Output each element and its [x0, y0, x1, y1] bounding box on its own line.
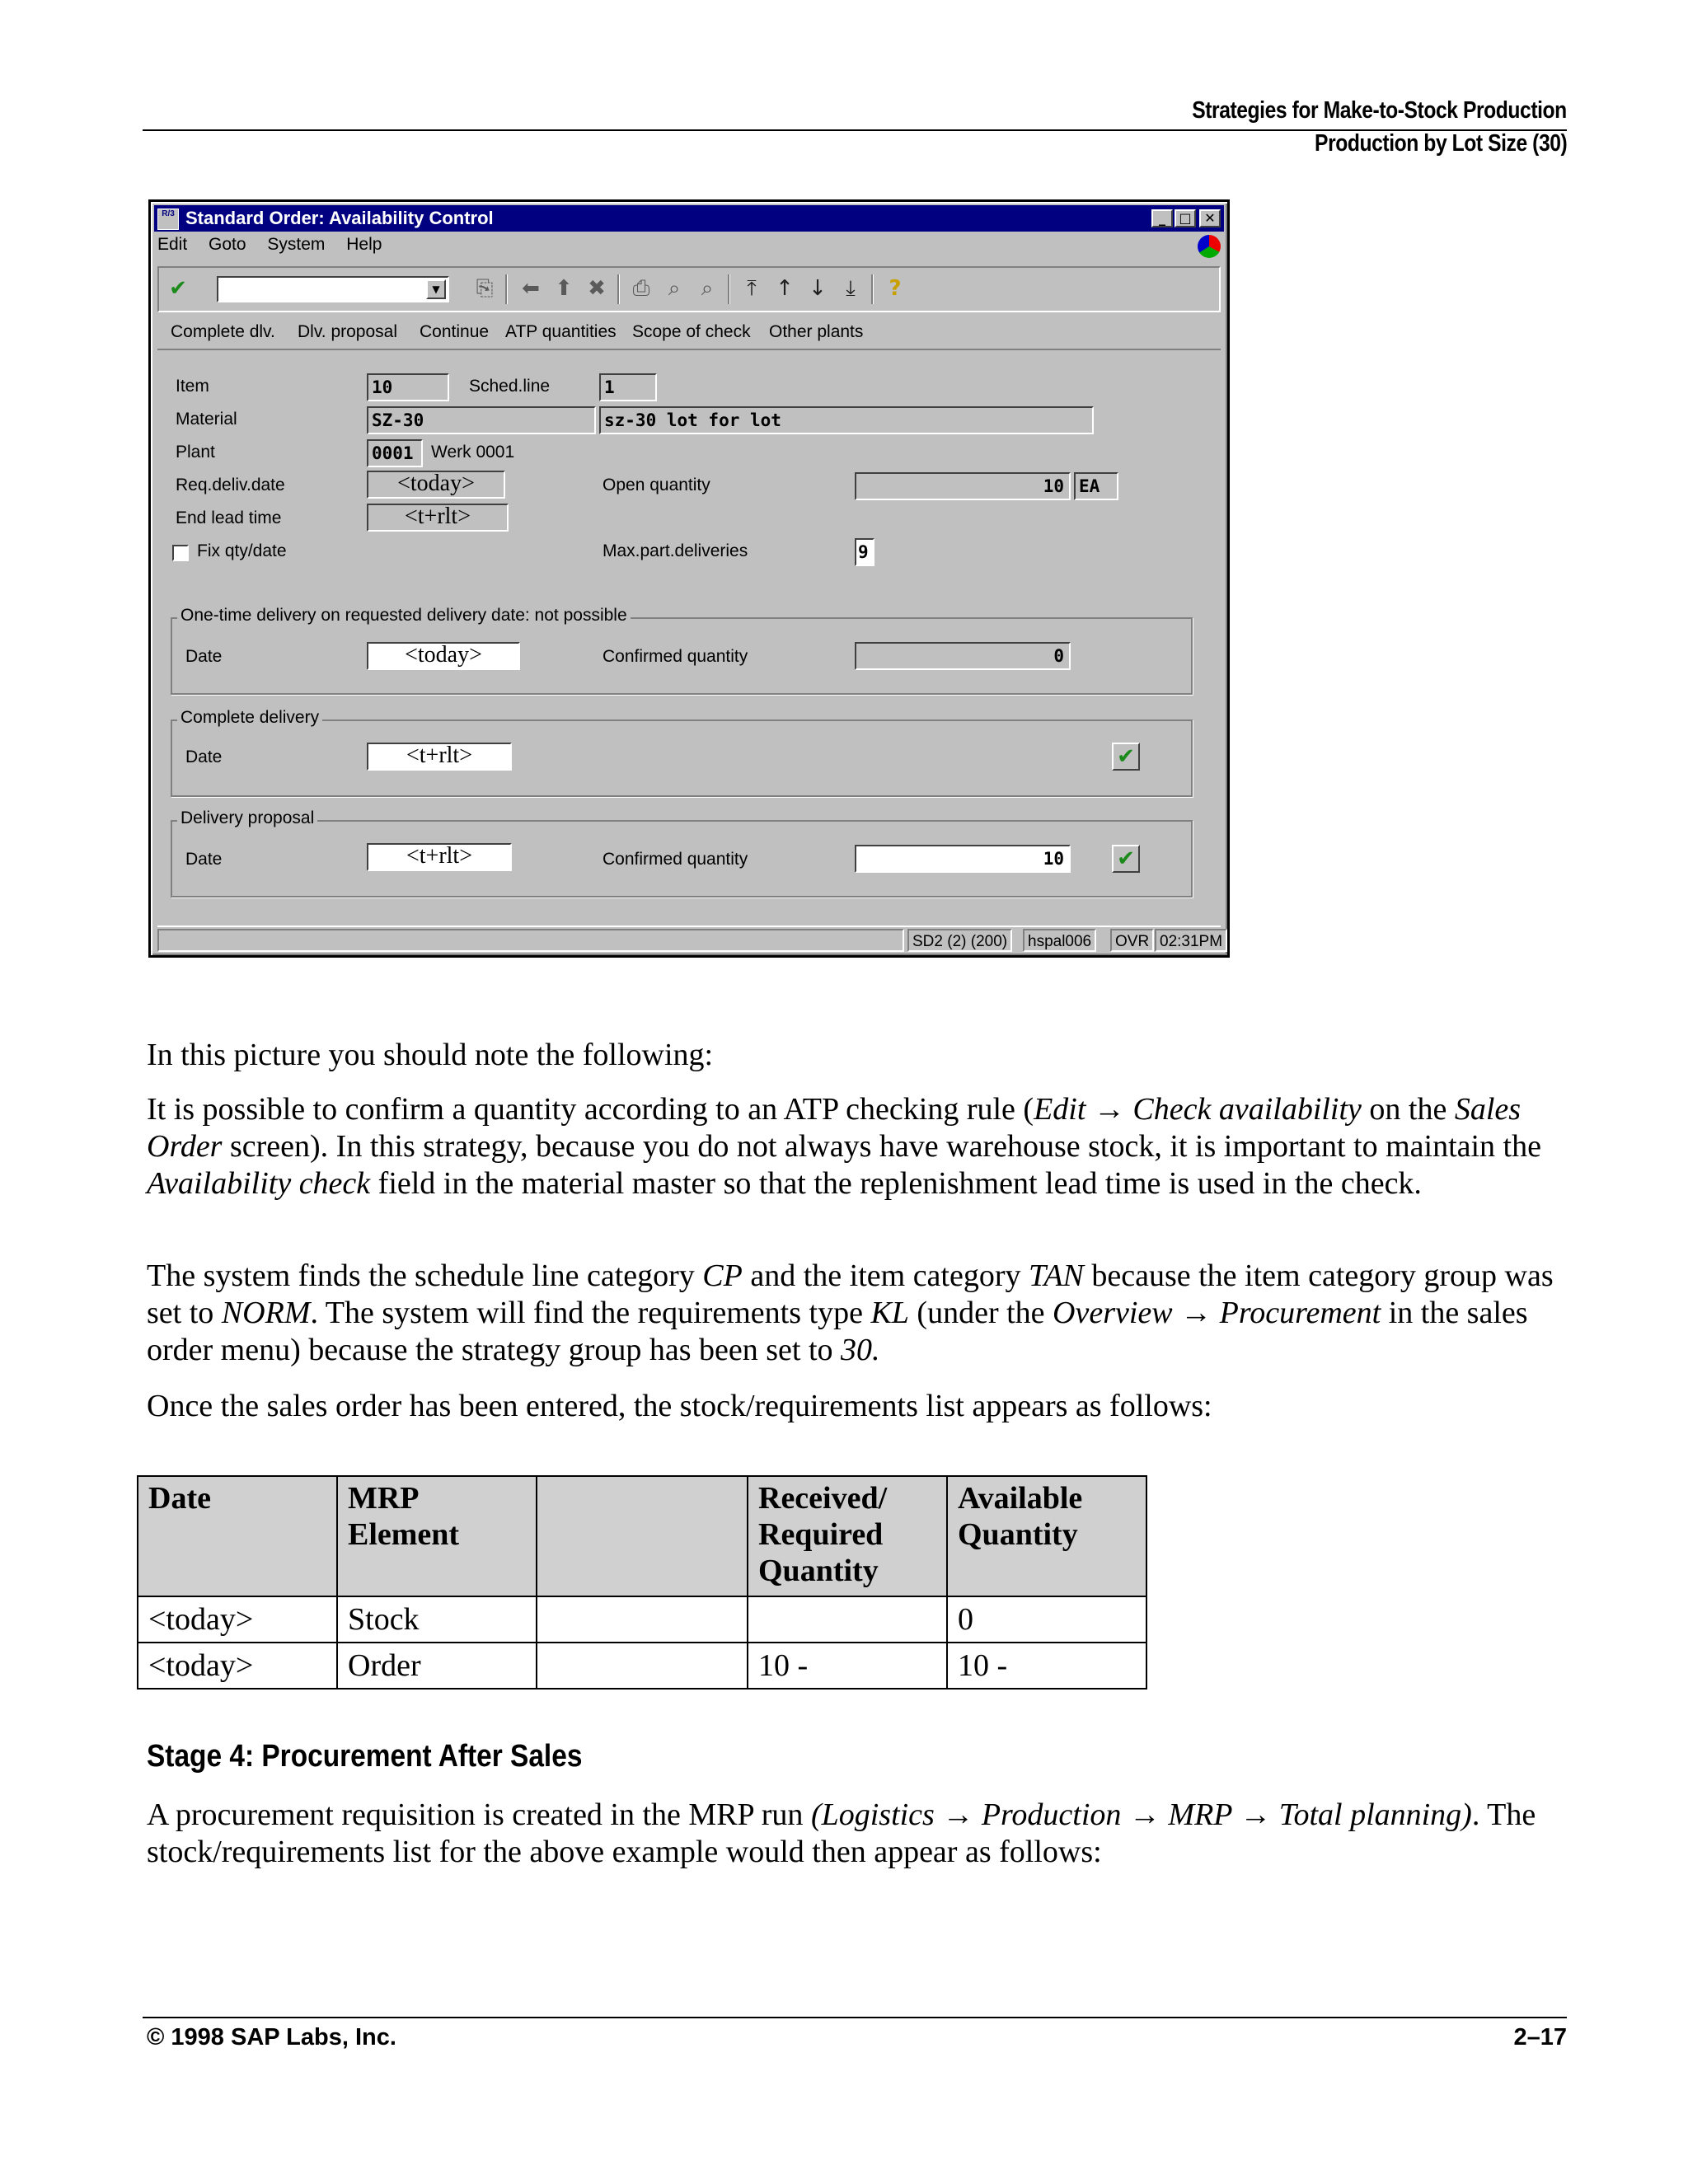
group-title: Complete delivery: [177, 708, 322, 728]
req-deliv-date-label: Req.deliv.date: [176, 476, 285, 494]
text-run: TAN: [1029, 1258, 1084, 1293]
other-plants-button[interactable]: Other plants: [769, 322, 864, 341]
complete-delivery-check-icon[interactable]: ✔: [1112, 743, 1140, 771]
atp-paragraph: [147, 1091, 1573, 1202]
text-run: Overview → Procurement: [1053, 1296, 1381, 1330]
table-header-row: [138, 1476, 1146, 1596]
text-run: screen). In this strategy, because you do not always have warehouse stock, it is important to maintain the: [222, 1129, 1541, 1164]
text-run: (under the: [908, 1296, 1053, 1330]
cell-date: <today>: [138, 1596, 337, 1643]
toolbar-separator: [728, 274, 730, 304]
text-run: CP: [702, 1258, 743, 1293]
stock-requirements-table: [137, 1475, 1147, 1690]
proposal-date-label: Date: [185, 850, 223, 869]
material-label: Material: [176, 410, 237, 429]
maximize-button[interactable]: □: [1175, 209, 1196, 227]
sap-status-icon: [1198, 235, 1221, 258]
continue-button[interactable]: Continue: [420, 322, 490, 341]
complete-dlv-button[interactable]: Complete dlv.: [171, 322, 275, 341]
stock-list-intro: Once the sales order has been entered, the stock/requirements list appears as follows:: [147, 1389, 1212, 1423]
standard-toolbar: [157, 266, 1221, 312]
text-run: A procurement requisition is created in the MRP run: [147, 1797, 811, 1832]
footer-rule: [143, 2017, 1567, 2018]
cell-blank: [537, 1596, 748, 1643]
text-run: on the: [1361, 1092, 1455, 1127]
status-message-area: [157, 929, 904, 952]
status-host: hspal006: [1023, 929, 1096, 952]
page-number: 2–17: [1513, 2024, 1567, 2050]
status-mode: OVR: [1110, 929, 1154, 952]
exit-icon[interactable]: ⬆: [555, 276, 573, 301]
scope-of-check-button[interactable]: Scope of check: [632, 322, 751, 341]
text-run: . The system will find the requirements type: [310, 1296, 871, 1330]
close-button[interactable]: ✕: [1199, 209, 1221, 227]
text-run: 30.: [841, 1333, 880, 1367]
material-field[interactable]: SZ-30: [367, 406, 596, 434]
status-bar: [157, 926, 1221, 954]
text-run: It is possible to confirm a quantity according to an ATP checking rule (: [147, 1092, 1034, 1127]
req-deliv-date-field[interactable]: <today>: [367, 471, 505, 499]
find-next-icon[interactable]: ⌕: [701, 276, 714, 301]
end-lead-time-label: End lead time: [176, 509, 282, 527]
fix-qty-date-label: Fix qty/date: [197, 541, 287, 560]
toolbar-separator: [871, 274, 874, 304]
end-lead-time-field[interactable]: <t+rlt>: [367, 504, 509, 532]
col-available: Available Quantity: [947, 1476, 1146, 1596]
window-title: Standard Order: Availability Control: [185, 208, 494, 228]
group-title: One-time delivery on requested delivery date: not possible: [177, 606, 631, 626]
complete-date-field[interactable]: <t+rlt>: [367, 743, 512, 771]
cell-blank: [537, 1643, 748, 1689]
complete-date-label: Date: [185, 748, 223, 766]
text-run: KL: [870, 1296, 909, 1330]
one-time-date-label: Date: [185, 647, 223, 666]
plant-name: Werk 0001: [431, 443, 515, 462]
proposal-date-field[interactable]: <t+rlt>: [367, 843, 512, 871]
group-title: Delivery proposal: [177, 808, 317, 828]
fix-qty-date-checkbox[interactable]: [172, 545, 189, 561]
text-run: The system finds the schedule line category: [147, 1258, 703, 1293]
cell-date: <today>: [138, 1643, 337, 1689]
max-part-deliveries-field[interactable]: 9: [855, 538, 874, 566]
text-run: Edit → Check availability: [1034, 1092, 1362, 1127]
cell-mrp-element: Stock: [337, 1596, 537, 1643]
menu-help[interactable]: Help: [346, 235, 382, 254]
sap-window: [148, 199, 1230, 958]
text-run: (Logistics → Production → MRP → Total planning): [810, 1797, 1472, 1832]
menu-goto[interactable]: Goto: [209, 235, 246, 254]
stage-heading: Stage 4: Procurement After Sales: [147, 1739, 583, 1774]
status-system: SD2 (2) (200): [907, 929, 1012, 952]
schedule-line-paragraph: [147, 1258, 1573, 1369]
dlv-proposal-button[interactable]: Dlv. proposal: [298, 322, 397, 341]
col-blank: [537, 1476, 748, 1596]
print-icon[interactable]: ⎙: [632, 276, 650, 301]
item-field[interactable]: 10: [367, 373, 449, 401]
proposal-confirmed-field[interactable]: 10: [855, 845, 1071, 873]
text-run: NORM: [221, 1296, 311, 1330]
material-description: sz-30 lot for lot: [599, 406, 1094, 434]
col-mrp-element: MRP Element: [337, 1476, 537, 1596]
sap-app-icon: R/3: [157, 209, 179, 230]
text-run: Availability check: [147, 1166, 371, 1201]
table-row: [138, 1596, 1146, 1643]
header-title: Strategies for Make-to-Stock Production: [1192, 97, 1567, 124]
cancel-icon[interactable]: ✖: [588, 276, 606, 301]
proposal-confirmed-label: Confirmed quantity: [603, 850, 748, 869]
open-quantity-field: 10: [855, 472, 1071, 500]
status-time: 02:31PM: [1155, 929, 1227, 952]
col-received-required: Received/ Required Quantity: [748, 1476, 947, 1596]
max-part-deliveries-label: Max.part.deliveries: [603, 541, 748, 560]
toolbar-separator: [617, 274, 620, 304]
title-bar: [154, 205, 1224, 232]
text-run: and the item category: [742, 1258, 1029, 1293]
cell-received-required: 10 -: [748, 1643, 947, 1689]
last-page-icon[interactable]: ⤓: [846, 276, 856, 301]
text-run: in the sales order menu) because the strategy group has been set to: [147, 1296, 1528, 1367]
save-icon[interactable]: ⎘: [476, 276, 494, 301]
plant-field[interactable]: 0001: [367, 439, 423, 467]
schedline-label: Sched.line: [469, 377, 551, 396]
item-label: Item: [176, 377, 209, 396]
open-quantity-unit: EA: [1074, 472, 1118, 500]
application-toolbar: [157, 316, 1221, 350]
chevron-down-icon[interactable]: ▼: [426, 279, 446, 299]
text-run: because the item category group was set to: [147, 1258, 1554, 1330]
find-icon[interactable]: ⌕: [668, 276, 681, 301]
delivery-proposal-check-icon[interactable]: ✔: [1112, 845, 1140, 873]
one-time-date-field[interactable]: <today>: [367, 642, 520, 670]
procurement-paragraph: [147, 1797, 1573, 1871]
toolbar-separator: [505, 274, 508, 304]
header-subtitle: Production by Lot Size (30): [1314, 130, 1567, 157]
text-run: . The stock/requirements list for the above example would then appear as follows:: [147, 1797, 1536, 1869]
open-quantity-label: Open quantity: [603, 476, 710, 494]
one-time-confirmed-field: 0: [855, 642, 1071, 670]
one-time-confirmed-label: Confirmed quantity: [603, 647, 748, 666]
menu-system[interactable]: System: [267, 235, 326, 254]
complete-delivery-group: [171, 708, 1193, 797]
menu-bar: [157, 235, 398, 260]
back-icon[interactable]: ⬅: [522, 276, 540, 301]
cell-mrp-element: Order: [337, 1643, 537, 1689]
cell-available: 10 -: [947, 1643, 1146, 1689]
next-page-icon[interactable]: ↓: [809, 276, 827, 301]
command-field[interactable]: [217, 276, 449, 302]
footer-copyright: © 1998 SAP Labs, Inc.: [147, 2024, 396, 2050]
previous-page-icon[interactable]: ↑: [776, 276, 794, 301]
cell-received-required: [748, 1596, 947, 1643]
menu-edit[interactable]: Edit: [157, 235, 188, 254]
intro-paragraph: In this picture you should note the following:: [147, 1038, 714, 1072]
help-icon[interactable]: ?: [889, 276, 902, 301]
atp-quantities-button[interactable]: ATP quantities: [505, 322, 617, 341]
first-page-icon[interactable]: ⤒: [747, 276, 757, 301]
text-run: Sales Order: [147, 1092, 1522, 1164]
minimize-button[interactable]: _: [1151, 209, 1173, 227]
text-run: field in the material master so that the replenishment lead time is used in the check.: [370, 1166, 1422, 1201]
schedline-field[interactable]: 1: [599, 373, 657, 401]
table-row: [138, 1643, 1146, 1689]
enter-check-icon[interactable]: ✔: [169, 276, 187, 301]
col-date: Date: [138, 1476, 337, 1596]
cell-available: 0: [947, 1596, 1146, 1643]
plant-label: Plant: [176, 443, 215, 462]
